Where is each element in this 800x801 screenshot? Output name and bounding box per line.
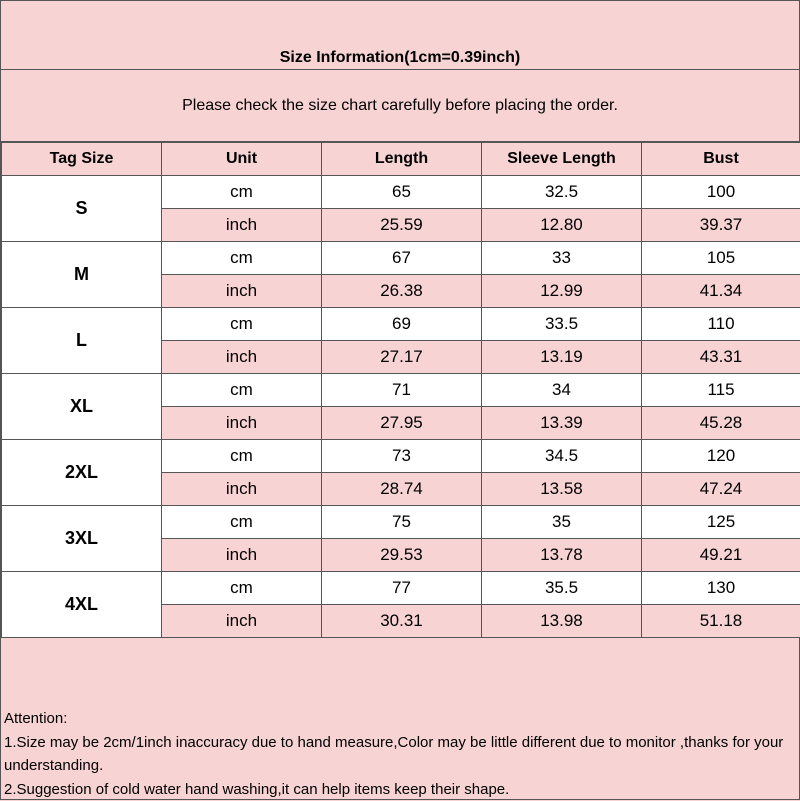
attention-notes [4, 707, 794, 801]
length-cell: 30.31 [322, 605, 482, 638]
sleeve-length-cell: 13.39 [482, 407, 642, 440]
bust-cell: 41.34 [642, 275, 800, 308]
unit-cell: cm [162, 572, 322, 605]
unit-cell: inch [162, 275, 322, 308]
header-bust: Bust [642, 143, 800, 176]
sleeve-length-cell: 13.19 [482, 341, 642, 374]
unit-cell: inch [162, 473, 322, 506]
unit-cell: cm [162, 440, 322, 473]
tag-size-cell: L [2, 308, 162, 374]
bust-cell: 120 [642, 440, 800, 473]
sleeve-length-cell: 35 [482, 506, 642, 539]
tag-size-cell: 3XL [2, 506, 162, 572]
header-tag-size: Tag Size [2, 143, 162, 176]
bust-cell: 130 [642, 572, 800, 605]
attention-heading: Attention: [4, 707, 794, 731]
header-sleeve-length: Sleeve Length [482, 143, 642, 176]
table-row [2, 506, 800, 539]
bust-cell: 45.28 [642, 407, 800, 440]
sleeve-length-cell: 12.80 [482, 209, 642, 242]
bust-cell: 100 [642, 176, 800, 209]
unit-cell: inch [162, 605, 322, 638]
length-cell: 27.17 [322, 341, 482, 374]
sleeve-length-cell: 13.98 [482, 605, 642, 638]
length-cell: 73 [322, 440, 482, 473]
unit-cell: cm [162, 308, 322, 341]
order-note: Please check the size chart carefully before placing the order. [1, 70, 799, 142]
size-table [1, 142, 800, 638]
table-row [2, 308, 800, 341]
attention-line-2: 2.Suggestion of cold water hand washing,it can help items keep their shape. [4, 778, 794, 801]
length-cell: 69 [322, 308, 482, 341]
header-unit: Unit [162, 143, 322, 176]
table-row [2, 572, 800, 605]
bust-cell: 115 [642, 374, 800, 407]
sleeve-length-cell: 35.5 [482, 572, 642, 605]
chart-title: Size Information(1cm=0.39inch) [280, 48, 521, 68]
length-cell: 75 [322, 506, 482, 539]
length-cell: 28.74 [322, 473, 482, 506]
tag-size-cell: M [2, 242, 162, 308]
tag-size-cell: S [2, 176, 162, 242]
header-length: Length [322, 143, 482, 176]
unit-cell: inch [162, 341, 322, 374]
sleeve-length-cell: 33 [482, 242, 642, 275]
attention-line-1: 1.Size may be 2cm/1inch inaccuracy due to hand measure,Color may be little different due to monitor ,thanks for your understanding. [4, 731, 794, 778]
table-row [2, 176, 800, 209]
bust-cell: 110 [642, 308, 800, 341]
length-cell: 27.95 [322, 407, 482, 440]
sleeve-length-cell: 13.58 [482, 473, 642, 506]
length-cell: 71 [322, 374, 482, 407]
length-cell: 67 [322, 242, 482, 275]
unit-cell: cm [162, 176, 322, 209]
unit-cell: inch [162, 209, 322, 242]
sleeve-length-cell: 12.99 [482, 275, 642, 308]
table-header-row [2, 143, 800, 176]
table-body [2, 176, 800, 638]
tag-size-cell: XL [2, 374, 162, 440]
bust-cell: 51.18 [642, 605, 800, 638]
tag-size-cell: 2XL [2, 440, 162, 506]
bust-cell: 43.31 [642, 341, 800, 374]
table-row [2, 440, 800, 473]
chart-title-row [1, 1, 799, 70]
bust-cell: 47.24 [642, 473, 800, 506]
unit-cell: cm [162, 374, 322, 407]
unit-cell: cm [162, 242, 322, 275]
unit-cell: inch [162, 539, 322, 572]
sleeve-length-cell: 32.5 [482, 176, 642, 209]
length-cell: 26.38 [322, 275, 482, 308]
sleeve-length-cell: 13.78 [482, 539, 642, 572]
length-cell: 25.59 [322, 209, 482, 242]
length-cell: 77 [322, 572, 482, 605]
length-cell: 65 [322, 176, 482, 209]
sleeve-length-cell: 34.5 [482, 440, 642, 473]
bust-cell: 39.37 [642, 209, 800, 242]
length-cell: 29.53 [322, 539, 482, 572]
bust-cell: 125 [642, 506, 800, 539]
unit-cell: cm [162, 506, 322, 539]
table-row [2, 374, 800, 407]
sleeve-length-cell: 33.5 [482, 308, 642, 341]
table-row [2, 242, 800, 275]
bust-cell: 49.21 [642, 539, 800, 572]
tag-size-cell: 4XL [2, 572, 162, 638]
unit-cell: inch [162, 407, 322, 440]
sleeve-length-cell: 34 [482, 374, 642, 407]
bust-cell: 105 [642, 242, 800, 275]
